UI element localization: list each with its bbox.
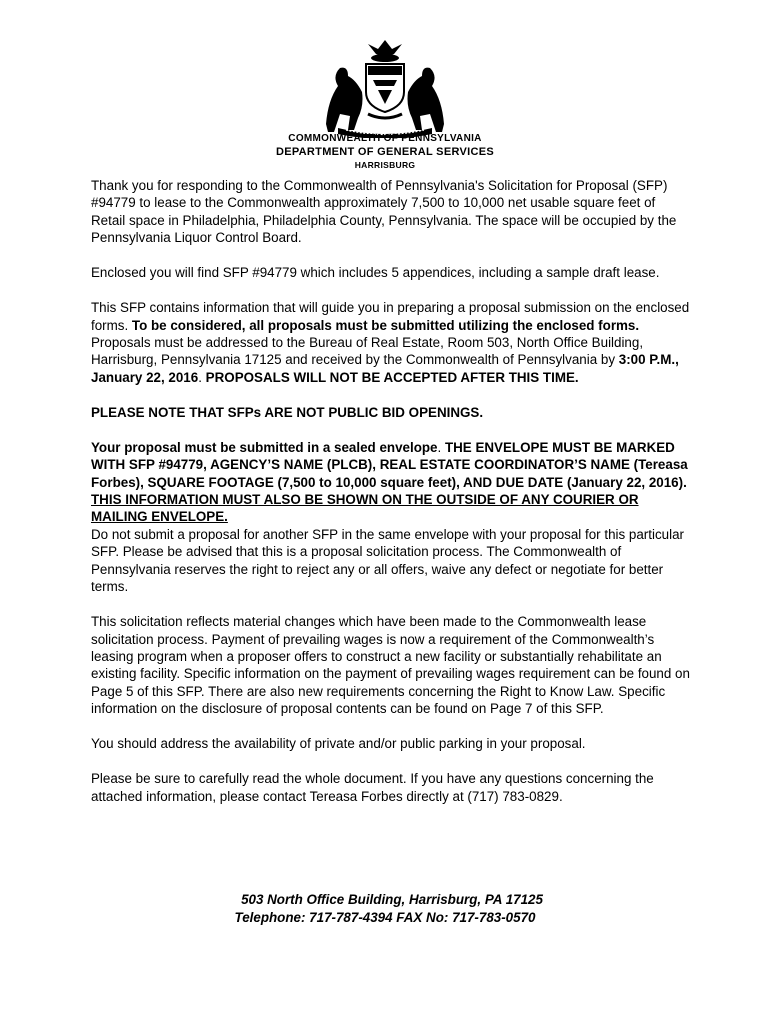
paragraph-intro: Thank you for responding to the Commonwealth of Pennsylvania's Solicitation for Proposal (SFP) #94779 to lease to the Commonwealth approximately 7,500 to 10,000 net usable square feet of Retail space in Philadelphia, Philadelphia County, Pennsylvania. The space will be occupied by the Pennsylvania Liquor Control Board. [91, 178, 677, 246]
public-notice-text: PLEASE NOTE THAT SFPs ARE NOT PUBLIC BID OPENINGS. [91, 404, 484, 420]
instructions-late-warning: PROPOSALS WILL NOT BE ACCEPTED AFTER THIS TIME. [205, 369, 579, 385]
paragraph-public-notice [91, 404, 691, 421]
paragraph-contact: Please be sure to carefully read the whole document. If you have any questions concerning the attached information, please contact Tereasa Forbes directly at (717) 783-0829. [91, 771, 654, 804]
instructions-text-c: Proposals must be addressed to the Bureau of Real Estate, Room 503, North Office Building, Harrisburg, Pennsylvania 17125 and received by the Commonwealth of Pennsylvania by [91, 335, 644, 368]
agency-header-line3: HARRISBURG [354, 160, 416, 170]
agency-header-line1: COMMONWEALTH OF PENNSYLVANIA [288, 133, 482, 144]
envelope-text-a: Your proposal must be submitted in a sealed envelope [91, 439, 438, 455]
footer-phone: Telephone: 717-787-4394 FAX No: 717-783-0570 [234, 910, 536, 925]
paragraph-parking: You should address the availability of private and/or public parking in your proposal. [91, 736, 586, 752]
paragraph-enclosed: Enclosed you will find SFP #94779 which includes 5 appendices, including a sample draft lease. [91, 265, 660, 281]
footer-address: 503 North Office Building, Harrisburg, PA 17125 [241, 892, 543, 907]
agency-header-line2: DEPARTMENT OF GENERAL SERVICES [275, 146, 495, 158]
instructions-text-e: . [198, 369, 206, 385]
paragraph-changes: This solicitation reflects material changes which have been made to the Commonwealth lease solicitation process. Payment of prevailing wages is now a requirement of the Commonwealth’s leasing program when a proposer offers to construct a new facility or substantially rehabilitate an existing facility. Specific information on the payment of prevailing wages requirement can be found on Page 5 of this SFP. There are also new requirements concerning the Right to Know Law. Specific information on the disclosure of proposal contents can be found on Page 7 of this SFP. [91, 614, 690, 717]
pennsylvania-coat-of-arms-icon [318, 40, 452, 138]
envelope-courier-notice: THIS INFORMATION MUST ALSO BE SHOWN ON THE OUTSIDE OF ANY COURIER OR MAILING ENVELOPE. [91, 492, 639, 525]
envelope-text-b: . [437, 439, 445, 455]
paragraph-envelope [91, 439, 691, 526]
instructions-text-a: This SFP contains information that will guide you in preparing a proposal submission on the enclosed forms. [91, 300, 690, 333]
paragraph-instructions [91, 299, 691, 386]
instructions-bold-forms: To be considered, all proposals must be submitted utilizing the enclosed forms. [131, 317, 640, 333]
envelope-marking: THE ENVELOPE MUST BE MARKED WITH SFP #94779, AGENCY’S NAME (PLCB), REAL ESTATE COORDINATOR’S NAME (Tereasa Forbes), SQUARE FOOTAGE (7,500 to 10,000 square feet), AND DUE DATE (January 22, 2016). [91, 439, 688, 490]
instructions-deadline: 3:00 P.M., January 22, 2016 [91, 352, 679, 385]
paragraph-separate-envelope: Do not submit a proposal for another SFP in the same envelope with your proposal for this particular SFP. Please be advised that this is a proposal solicitation process. The Commonwealth of Pennsylvania reserves the right to reject any or all offers, waive any defect or negotiate for better terms. [91, 526, 684, 595]
letter-body [91, 177, 691, 823]
